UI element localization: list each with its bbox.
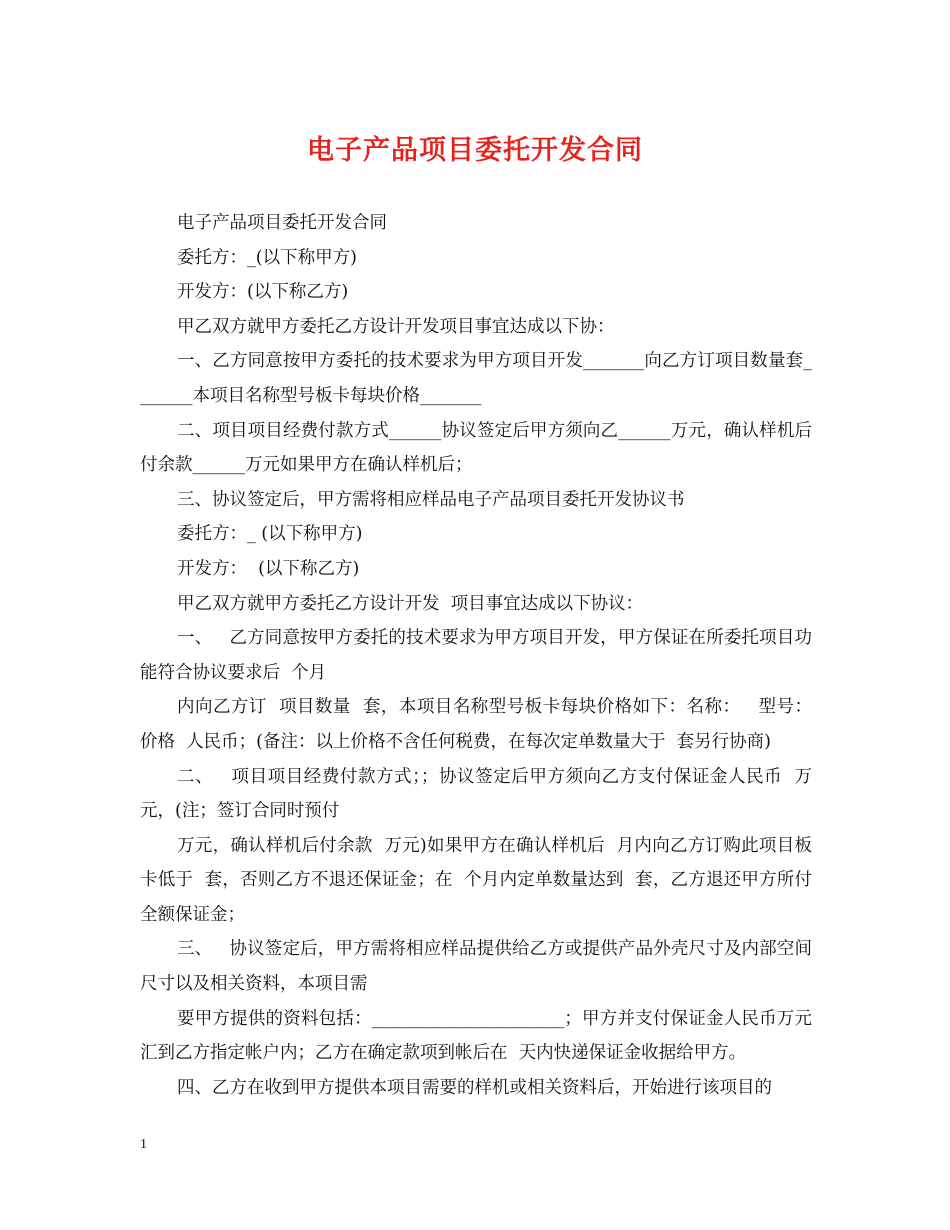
paragraph-clause-1-order: 内向乙方订 项目数量 套，本项目名称型号板卡每块价格如下：名称： 型号： 价格 人民币；(备注：以上价格不含任何税费，在每次定单数量大于 套另行协商) xyxy=(140,697,829,752)
paragraph-agreement-intro: 甲乙双方就甲方委托乙方设计开发项目事宜达成以下协： xyxy=(177,316,615,337)
paragraph-client-2: 委托方：_ (以下称甲方) xyxy=(177,524,363,545)
paragraph-developer: 开发方：(以下称乙方) xyxy=(177,282,349,303)
paragraph-heading: 电子产品项目委托开发合同 xyxy=(177,213,387,233)
paragraph-clause-2: 二、项目项目经费付款方式______协议签定后甲方须向乙______万元，确认样机后付余款______万元如果甲方在确认样机后； xyxy=(140,420,812,476)
paragraph-clause-1: 一、乙方同意按甲方委托的技术要求为甲方项目开发_______向乙方订项目数量套_______本项目名称型号板卡每块价格_______ xyxy=(140,351,812,406)
paragraph-clause-1-detail: 一、 乙方同意按甲方委托的技术要求为甲方项目开发，甲方保证在所委托项目功能符合协议要求后 个月 xyxy=(140,628,812,683)
paragraph-clause-3-materials: 要甲方提供的资料包括：______________________；甲方并支付保证金人民币万元汇到乙方指定帐户内；乙方在确定款项到帐后在 天内快递保证金收据给甲方。 xyxy=(140,1008,812,1064)
paragraph-clause-2-detail: 二、 项目项目经费付款方式；；协议签定后甲方须向乙方支付保证金人民币 万元，(注；签订合同时预付 xyxy=(140,766,812,822)
paragraph-developer-2: 开发方： (以下称乙方) xyxy=(177,558,360,579)
paragraph-agreement-intro-2: 甲乙双方就甲方委托乙方设计开发 项目事宜达成以下协议： xyxy=(177,593,644,614)
document-body xyxy=(140,206,829,1105)
paragraph-clause-2-payment: 万元，确认样机后付余款 万元)如果甲方在确认样机后 月内向乙方订购此项目板卡低于 套，否则乙方不退还保证金；在 个月内定单数量达到 套，乙方退还甲方所付全额保证金； xyxy=(140,835,812,925)
paragraph-clause-4: 四、乙方在收到甲方提供本项目需要的样机或相关资料后，开始进行该项目的 xyxy=(177,1077,772,1098)
paragraph-clause-3-detail: 三、 协议签定后，甲方需将相应样品提供给乙方或提供产品外壳尺寸及内部空间尺寸以及相关资料，本项目需 xyxy=(140,939,812,995)
page-number: 1 xyxy=(140,1137,147,1152)
document-title: 电子产品项目委托开发合同 xyxy=(307,135,643,166)
paragraph-clause-3: 三、协议签定后，甲方需将相应样品电子产品项目委托开发协议书 xyxy=(177,489,685,510)
paragraph-client: 委托方：_(以下称甲方) xyxy=(177,247,357,268)
